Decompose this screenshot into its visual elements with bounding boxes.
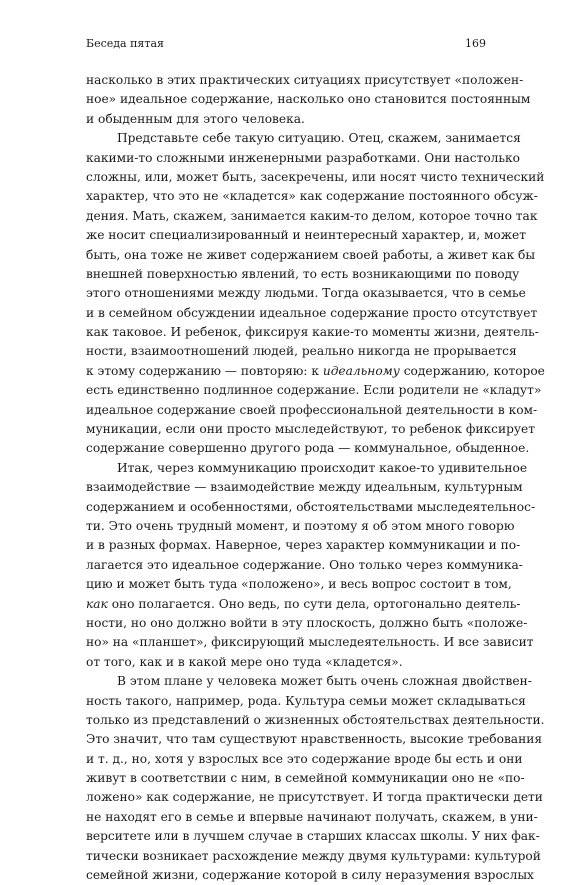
text-line: Итак, через коммуникацию происходит какое-то удивительное [117, 460, 528, 475]
text-line: Это значит, что там существуют нравственность, высокие требования [86, 732, 543, 747]
text-line: верситете или в лучшем случае в старших классах школы. У них фак- [86, 829, 540, 844]
text-line: ности, но оно должно войти в эту плоскость, должно быть «положе- [86, 615, 528, 630]
text-line: сложны, или, может быть, засекречены, или носят чисто технический [86, 169, 545, 184]
text-line: и в семейном обсуждении идеальное содержание просто отсутствует [86, 305, 538, 320]
text-line: В этом плане у человека может быть очень сложная двойствен- [117, 674, 532, 689]
text-line: быть, она тоже не живет содержанием своей работы, а живет как бы [86, 247, 536, 262]
text-line: дения. Мать, скажем, занимается каким-то делом, которое точно так [86, 208, 538, 223]
text-line: но» на «планшет», фиксирующий мыследеятельность. И все зависит [86, 635, 534, 650]
text-line: содержание совершенно другого рода — коммунальное, обыденное. [86, 441, 530, 456]
text-line: характер, что это не «кладется» как содержание постоянного обсуж- [86, 189, 538, 204]
text-line: и т. д., но, хотя у взрослых все это содержание вроде бы есть и они [86, 751, 523, 766]
text-line: как оно полагается. Оно ведь, по сути дела, ортогонально деятель- [86, 596, 521, 611]
text-line: не находят его в семье и впервые начинают получать, скажем, в уни- [86, 809, 538, 824]
text-line: внешней поверхностью явлений, то есть возникающими по поводу [86, 266, 520, 281]
text-line: содержанием и особенностями, обстоятельствами мыследеятельнос- [86, 499, 536, 514]
body-text [86, 71, 545, 885]
text-line: только из представлений о жизненных обстоятельствах деятельности. [86, 712, 545, 727]
text-line: лагается это идеальное содержание. Оно только через коммуника- [86, 557, 523, 572]
text-line: ти. Это очень трудный момент, и поэтому я об этом много говорю [86, 518, 515, 533]
text-line: же носит специализированный и неинтересный характер, и, может [86, 228, 526, 243]
text-line: есть единственно подлинное содержание. Если родители не «кладут» [86, 383, 542, 398]
text-line: цию и может быть туда «положено», и весь вопрос состоит в том, [86, 577, 512, 592]
text-line: и в разных формах. Наверное, через характер коммуникации и по- [86, 538, 521, 553]
text-line: и обыденным для этого человека. [86, 111, 305, 126]
text-line: идеальное содержание своей профессиональной деятельности в ком- [86, 402, 538, 417]
text-line: ности, взаимоотношений людей, реально никогда не прорывается [86, 344, 517, 359]
text-line: как таковое. И ребенок, фиксируя какие-то моменты жизни, деятель- [86, 325, 539, 340]
page-number: 169 [465, 37, 486, 50]
text-line: муникации, если они просто мыследействуют, то ребенок фиксирует [86, 422, 536, 437]
text-line: к этому содержанию — повторяю: к идеальному содержанию, которое [86, 363, 545, 378]
text-line: ложено» как содержание, не присутствует. И тогда практически дети [86, 790, 543, 805]
text-line: взаимодействие — взаимодействие между идеальным, культурным [86, 480, 523, 495]
page-header [86, 36, 486, 52]
text-line: семейной жизни, содержание которой в силу неразумения взрослых [86, 868, 534, 883]
text-line: какими-то сложными инженерными разработками. Они настолько [86, 150, 520, 165]
text-line: ность такого, например, рода. Культура семьи может складываться [86, 693, 526, 708]
text-line: живут в соответствии с ним, в семейной коммуникации оно не «по- [86, 771, 525, 786]
text-line: от того, как и в какой мере оно туда «кладется». [86, 654, 403, 669]
text-line: насколько в этих практических ситуациях присутствует «положен- [86, 73, 524, 87]
text-line: ное» идеальное содержание, насколько оно становится постоянным [86, 92, 531, 107]
running-title: Беседа пятая [86, 37, 164, 50]
text-line: тически возникает расхождение между двумя культурами: культурой [86, 848, 541, 863]
text-line: этого отношениями между людьми. Тогда оказывается, что в семье [86, 286, 526, 301]
text-line: Представьте себе такую ситуацию. Отец, скажем, занимается [117, 131, 521, 146]
